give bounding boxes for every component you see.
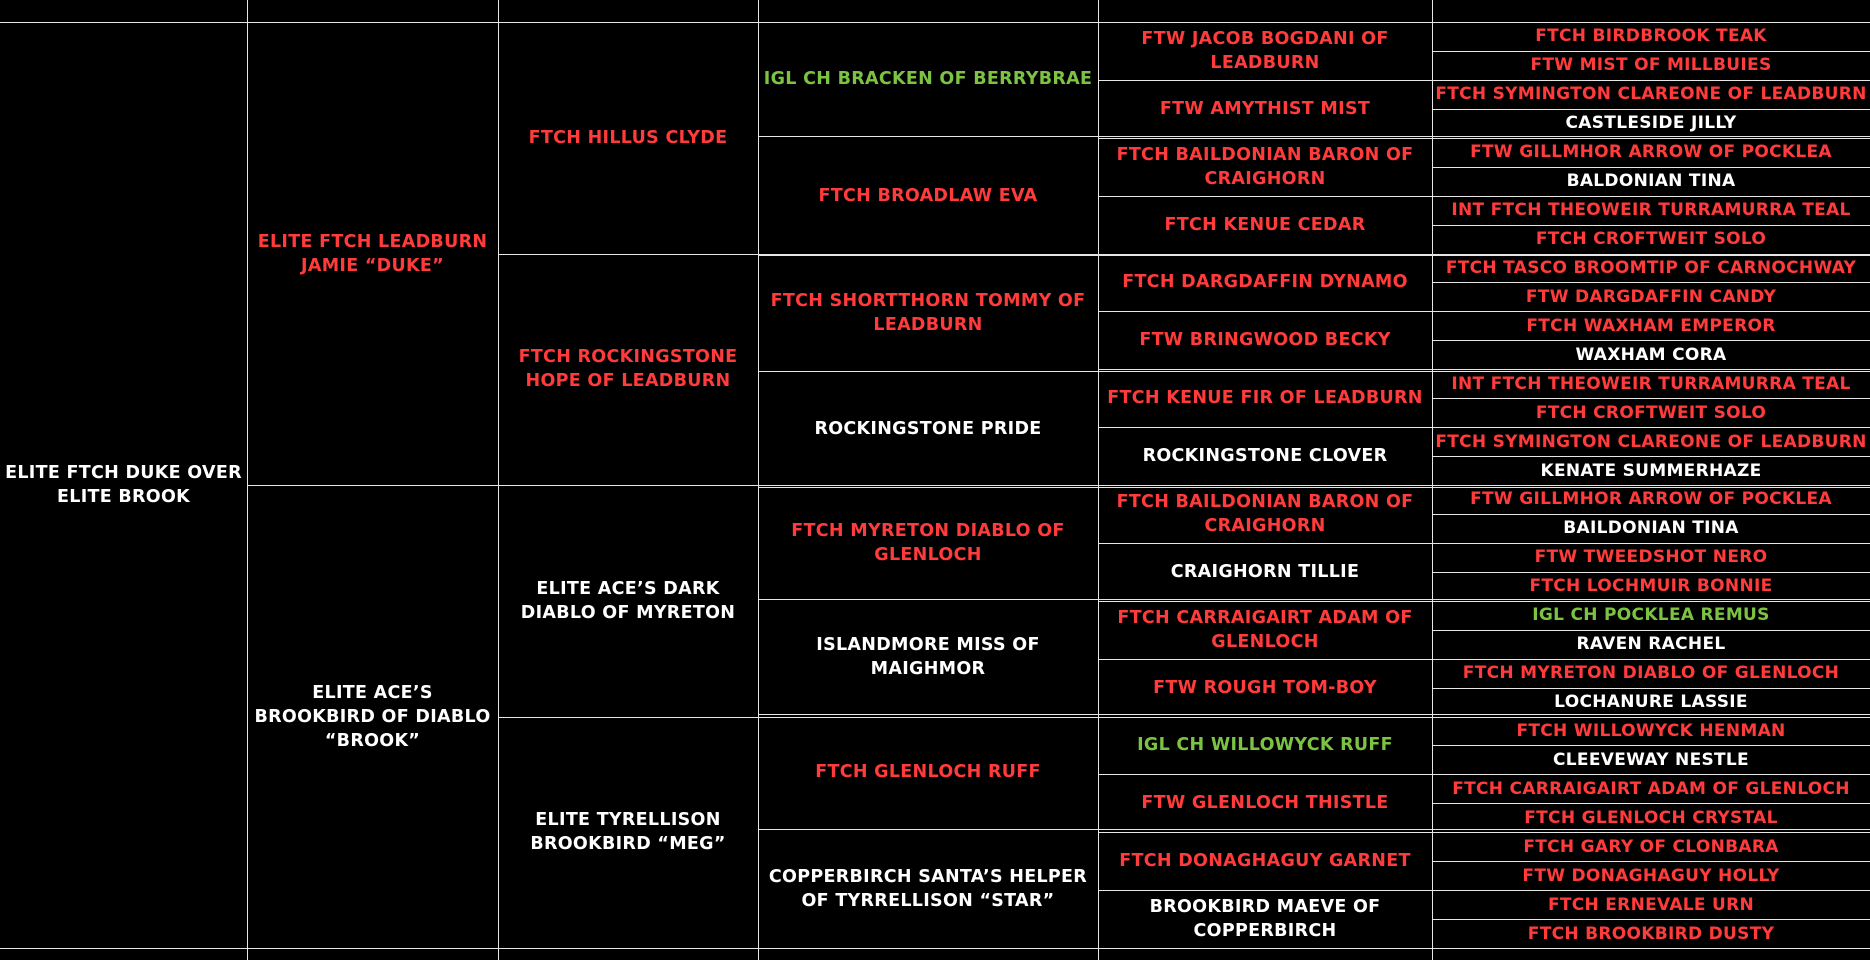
gen5-ancestor: FTCH MYRETON DIABLO OF GLENLOCH bbox=[1462, 663, 1840, 684]
row-divider bbox=[1432, 890, 1870, 891]
row-divider bbox=[1432, 745, 1870, 746]
gen5-ancestor: FTCH BROOKBIRD DUSTY bbox=[1527, 923, 1775, 944]
gen5-ancestor: FTW MIST OF MILLBUIES bbox=[1530, 55, 1772, 76]
gen5-ancestor: FTCH GARY OF CLONBARA bbox=[1523, 836, 1779, 857]
gen5-ancestor: FTCH CARRAIGAIRT ADAM OF GLENLOCH bbox=[1452, 778, 1850, 799]
row-divider bbox=[1432, 717, 1870, 718]
row-divider bbox=[1432, 369, 1870, 370]
gen5-ancestor: FTCH WAXHAM EMPEROR bbox=[1526, 315, 1776, 336]
row-divider bbox=[1432, 543, 1870, 544]
gen4-ancestor: FTW GLENLOCH THISTLE bbox=[1141, 793, 1389, 814]
gen5-ancestor: FTW GILLMHOR ARROW OF POCKLEA bbox=[1470, 489, 1832, 510]
grandparent: ELITE ACE’S DARK DIABLO OF MYRETON bbox=[520, 578, 736, 623]
subject-dog: ELITE FTCH DUKE OVER ELITE BROOK bbox=[5, 463, 242, 507]
gen5-ancestor: CLEEVEWAY NESTLE bbox=[1553, 749, 1749, 770]
gen4-ancestor: FTW JACOB BOGDANI OF LEADBURN bbox=[1141, 28, 1389, 73]
row-divider bbox=[1432, 138, 1870, 139]
row-divider bbox=[1432, 340, 1870, 341]
row-divider bbox=[1432, 601, 1870, 602]
gen5-ancestor: WAXHAM CORA bbox=[1575, 344, 1727, 365]
great-grandparent: FTCH BROADLAW EVA bbox=[818, 185, 1038, 206]
row-divider bbox=[1432, 861, 1870, 862]
gen5-ancestor: FTCH SYMINGTON CLAREONE OF LEADBURN bbox=[1435, 84, 1867, 105]
gen5-ancestor: FTCH GLENLOCH CRYSTAL bbox=[1524, 807, 1778, 828]
row-divider bbox=[758, 136, 1870, 137]
column-divider bbox=[1098, 0, 1099, 960]
gen5-ancestor: RAVEN RACHEL bbox=[1576, 634, 1726, 655]
row-divider bbox=[1432, 398, 1870, 399]
row-divider bbox=[758, 487, 1870, 488]
row-divider bbox=[758, 599, 1870, 600]
row-divider bbox=[1432, 774, 1870, 775]
row-divider bbox=[1432, 832, 1870, 833]
gen5-ancestor: FTCH SYMINGTON CLAREONE OF LEADBURN bbox=[1435, 431, 1867, 452]
row-divider bbox=[1432, 51, 1870, 52]
gen5-ancestor: FTCH BIRDBROOK TEAK bbox=[1535, 26, 1767, 47]
row-divider bbox=[1432, 254, 1870, 255]
gen5-ancestor: LOCHANURE LASSIE bbox=[1554, 692, 1748, 713]
row-divider bbox=[758, 829, 1870, 830]
gen5-ancestor: FTW GILLMHOR ARROW OF POCKLEA bbox=[1470, 142, 1832, 163]
row-divider bbox=[1432, 803, 1870, 804]
great-grandparent: FTCH SHORTTHORN TOMMY OF LEADBURN bbox=[770, 291, 1086, 335]
row-divider bbox=[758, 714, 1870, 715]
gen5-ancestor: FTW DARGDAFFIN CANDY bbox=[1525, 286, 1777, 307]
gen4-ancestor: FTCH KENUE CEDAR bbox=[1164, 214, 1366, 235]
column-divider bbox=[758, 0, 759, 960]
row-divider bbox=[1432, 630, 1870, 631]
gen5-ancestor: FTW TWEEDSHOT NERO bbox=[1534, 547, 1768, 568]
great-grandparent: COPPERBIRCH SANTA’S HELPER OF TYRRELLISON “STAR” bbox=[768, 866, 1088, 911]
gen5-ancestor: INT FTCH THEOWEIR TURRAMURRA TEAL bbox=[1451, 373, 1851, 394]
row-divider bbox=[1432, 282, 1870, 283]
gen4-ancestor: FTW AMYTHIST MIST bbox=[1159, 98, 1371, 119]
row-divider bbox=[1432, 196, 1870, 197]
column-divider bbox=[247, 0, 248, 960]
gen4-ancestor: FTCH BAILDONIAN BARON OF CRAIGHORN bbox=[1116, 144, 1414, 189]
gen5-ancestor: FTCH TASCO BROOMTIP OF CARNOCHWAY bbox=[1445, 257, 1857, 278]
grandparent: ELITE TYRELLISON BROOKBIRD “MEG” bbox=[530, 810, 726, 855]
row-divider bbox=[1432, 688, 1870, 689]
great-grandparent: ROCKINGSTONE PRIDE bbox=[814, 419, 1042, 439]
row-divider bbox=[1432, 485, 1870, 486]
gen5-ancestor: KENATE SUMMERHAZE bbox=[1540, 460, 1762, 481]
gen5-ancestor: CASTLESIDE JILLY bbox=[1565, 113, 1737, 134]
gen5-ancestor: FTCH CROFTWEIT SOLO bbox=[1535, 229, 1767, 250]
dam: ELITE ACE’S BROOKBIRD OF DIABLO “BROOK” bbox=[254, 682, 491, 751]
row-divider bbox=[758, 255, 1870, 256]
great-grandparent: FTCH MYRETON DIABLO OF GLENLOCH bbox=[791, 521, 1065, 565]
sire: ELITE FTCH LEADBURN JAMIE “DUKE” bbox=[257, 231, 488, 276]
column-divider bbox=[498, 0, 499, 960]
gen4-ancestor: BROOKBIRD MAEVE OF COPPERBIRCH bbox=[1149, 897, 1381, 942]
grandparent: FTCH ROCKINGSTONE HOPE OF LEADBURN bbox=[518, 347, 738, 392]
row-divider bbox=[1432, 659, 1870, 660]
great-grandparent: IGL CH BRACKEN OF BERRYBRAE bbox=[763, 69, 1093, 89]
gen4-ancestor: CRAIGHORN TILLIE bbox=[1170, 561, 1360, 582]
row-divider bbox=[1432, 311, 1870, 312]
gen4-ancestor: FTCH DARGDAFFIN DYNAMO bbox=[1122, 272, 1408, 293]
gen5-ancestor: FTCH CROFTWEIT SOLO bbox=[1535, 402, 1767, 423]
grandparent: FTCH HILLUS CLYDE bbox=[528, 127, 728, 148]
row-divider bbox=[1432, 572, 1870, 573]
great-grandparent: FTCH GLENLOCH RUFF bbox=[815, 761, 1041, 782]
gen5-ancestor: INT FTCH THEOWEIR TURRAMURRA TEAL bbox=[1451, 200, 1851, 221]
gen4-ancestor: FTCH CARRAIGAIRT ADAM OF GLENLOCH bbox=[1117, 607, 1413, 652]
row-divider bbox=[1432, 427, 1870, 428]
gen4-ancestor: FTCH DONAGHAGUY GARNET bbox=[1119, 851, 1411, 872]
row-divider bbox=[1432, 109, 1870, 110]
gen4-ancestor: FTW ROUGH TOM-BOY bbox=[1153, 677, 1377, 698]
gen4-ancestor: FTCH KENUE FIR OF LEADBURN bbox=[1107, 388, 1423, 409]
gen5-ancestor: IGL CH POCKLEA REMUS bbox=[1532, 605, 1770, 626]
column-divider bbox=[1432, 0, 1433, 960]
row-divider bbox=[1432, 456, 1870, 457]
row-divider bbox=[1432, 514, 1870, 515]
row-divider bbox=[1432, 167, 1870, 168]
row-divider bbox=[1432, 80, 1870, 81]
row-divider bbox=[0, 948, 1870, 949]
great-grandparent: ISLANDMORE MISS OF MAIGHMOR bbox=[816, 634, 1040, 679]
row-divider bbox=[758, 371, 1870, 372]
gen5-ancestor: FTW DONAGHAGUY HOLLY bbox=[1522, 865, 1780, 886]
gen5-ancestor: BAILDONIAN TINA bbox=[1563, 518, 1739, 539]
row-divider bbox=[0, 22, 1870, 23]
gen4-ancestor: FTW BRINGWOOD BECKY bbox=[1139, 330, 1391, 351]
row-divider bbox=[1432, 225, 1870, 226]
gen4-ancestor: ROCKINGSTONE CLOVER bbox=[1142, 446, 1388, 467]
row-divider bbox=[1432, 919, 1870, 920]
gen5-ancestor: BALDONIAN TINA bbox=[1566, 171, 1736, 192]
gen4-ancestor: IGL CH WILLOWYCK RUFF bbox=[1137, 735, 1393, 756]
gen5-ancestor: FTCH WILLOWYCK HENMAN bbox=[1516, 720, 1786, 741]
gen4-ancestor: FTCH BAILDONIAN BARON OF CRAIGHORN bbox=[1116, 491, 1414, 536]
gen5-ancestor: FTCH LOCHMUIR BONNIE bbox=[1529, 576, 1773, 597]
gen5-ancestor: FTCH ERNEVALE URN bbox=[1547, 894, 1755, 915]
